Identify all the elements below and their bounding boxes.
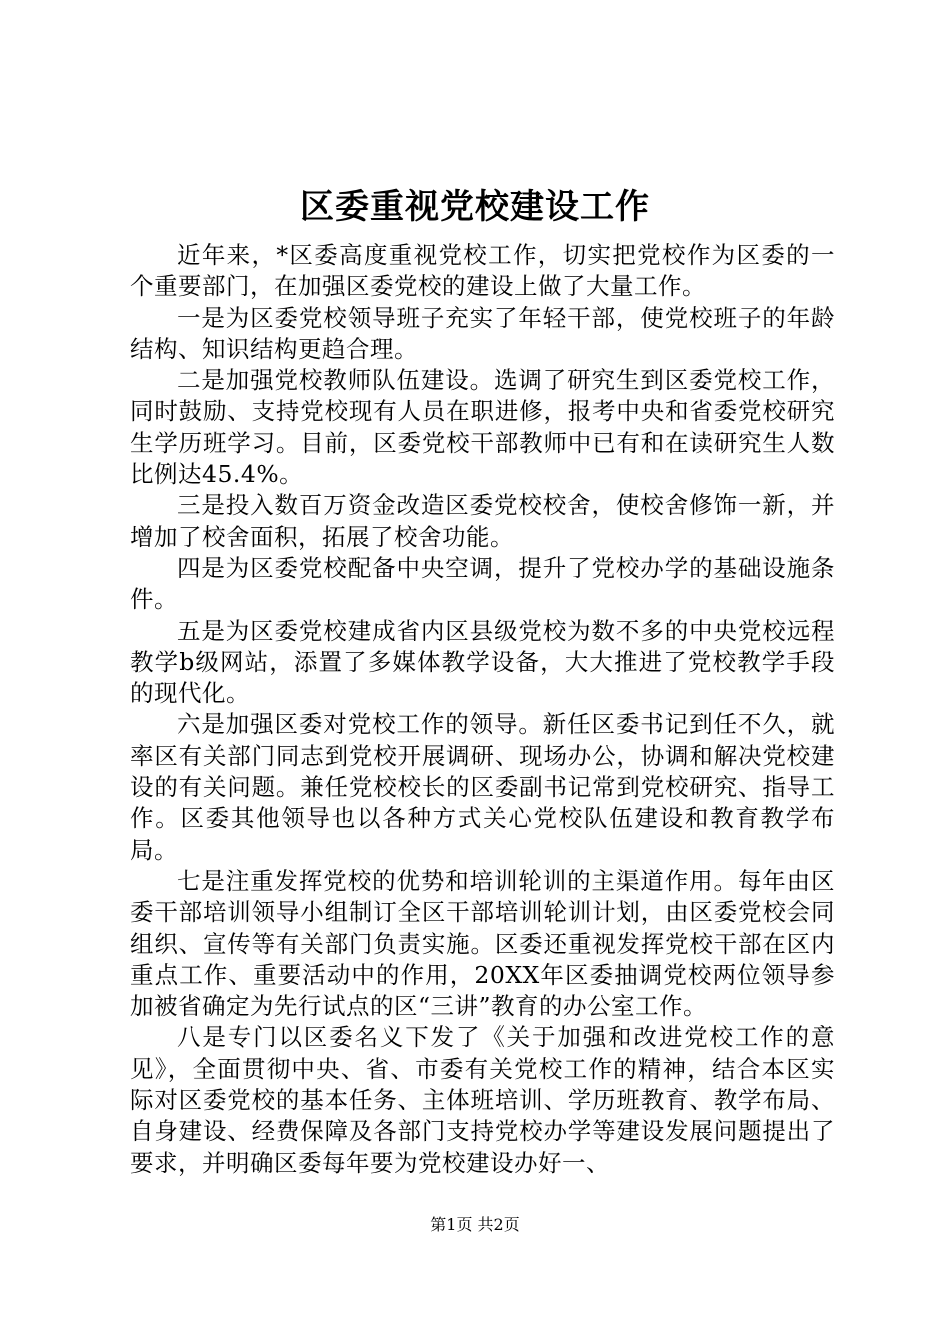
paragraph-item-1: 一是为区委党校领导班子充实了年轻干部，使党校班子的年龄结构、知识结构更趋合理。: [130, 303, 835, 363]
paragraph-item-8: 八是专门以区委名义下发了《关于加强和改进党校工作的意见》，全面贯彻中央、省、市委有关党校工作的精神，结合本区实际对区委党校的基本任务、主体班培训、学历班教育、教学布局、自身建设、经费保障及各部门支持党校办学等建设发展问题提出了要求，并明确区委每年要为党校建设办好一、: [130, 1023, 835, 1177]
paragraph-item-2: 二是加强党校教师队伍建设。选调了研究生到区委党校工作，同时鼓励、支持党校现有人员在职进修，报考中央和省委党校研究生学历班学习。目前，区委党校干部教师中已有和在读研究生人数比例达45.4%。: [130, 366, 835, 489]
paragraph-item-7: 七是注重发挥党校的优势和培训轮训的主渠道作用。每年由区委干部培训领导小组制订全区干部培训轮训计划，由区委党校会同组织、宣传等有关部门负责实施。区委还重视发挥党校干部在区内重点工作、重要活动中的作用，20XX年区委抽调党校两位领导参加被省确定为先行试点的区“三讲”教育的办公室工作。: [130, 866, 835, 1021]
paragraph-item-6: 六是加强区委对党校工作的领导。新任区委书记到任不久，就率区有关部门同志到党校开展调研、现场办公，协调和解决党校建设的有关问题。兼任党校校长的区委副书记常到党校研究、指导工作。区委其他领导也以各种方式关心党校队伍建设和教育教学布局。: [130, 710, 835, 864]
paragraph-item-5: 五是为区委党校建成省内区县级党校为数不多的中央党校远程教学b级网站，添置了多媒体教学设备，大大推进了党校教学手段的现代化。: [130, 616, 835, 708]
paragraph-item-3: 三是投入数百万资金改造区委党校校舍，使校舍修饰一新，并增加了校舍面积，拓展了校舍功能。: [130, 491, 835, 551]
page-number-footer: 第1页 共2页: [430, 1215, 520, 1234]
document-body: [130, 240, 835, 1179]
paragraph-intro: 近年来，*区委高度重视党校工作，切实把党校作为区委的一个重要部门，在加强区委党校的建设上做了大量工作。: [130, 241, 835, 301]
document-title: 区委重视党校建设工作: [300, 187, 650, 227]
paragraph-item-4: 四是为区委党校配备中央空调，提升了党校办学的基础设施条件。: [130, 553, 835, 614]
